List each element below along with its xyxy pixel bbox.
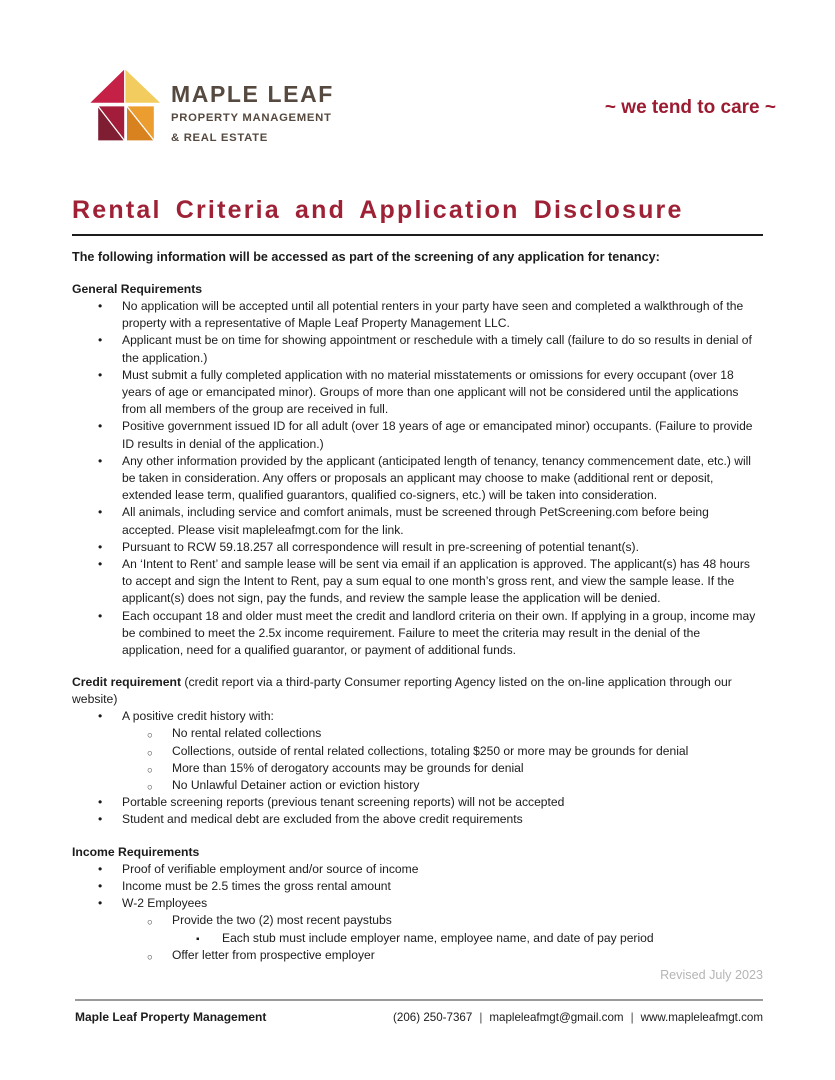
- company-tagline: ~ we tend to care ~: [604, 97, 776, 118]
- bullet-list: [72, 861, 763, 964]
- logo-subtitle-line1: PROPERTY MANAGEMENT: [171, 112, 332, 124]
- bullet-list: [72, 298, 763, 659]
- list-item: • Proof of verifiable employment and/or source of income: [72, 861, 763, 878]
- list-item: • W-2 Employees: [72, 895, 763, 912]
- list-item: • Each occupant 18 and older must meet the credit and landlord criteria on their own. If applying in a group, income may be combined to meet the 2.5x income requirement. Failure to meet the criteria may result in the denial of the application, need for a qualified guarantor, or payment of additional funds.: [72, 608, 763, 660]
- section-heading: Credit requirement (credit report via a third-party Consumer reporting Agency listed on the on-line application through our website): [72, 675, 732, 707]
- document-sections: [72, 281, 763, 964]
- list-item: • Pursuant to RCW 59.18.257 all correspondence will result in pre-screening of potential tenant(s).: [72, 539, 763, 556]
- footer-separator: |: [479, 1011, 483, 1024]
- list-item: ○ Provide the two (2) most recent paystubs: [72, 912, 763, 929]
- footer-email: mapleleafmgt@gmail.com: [489, 1011, 624, 1024]
- section: [72, 844, 763, 964]
- list-item: • An ‘Intent to Rent’ and sample lease will be sent via email if an application is approved. The applicant(s) has 48 hours to accept and sign the Intent to Rent, pay a sum equal to one month’s gross rent, and view the sample lease. If the applicant(s) does not sign, pay the funds, and review the sample lease the application will be denied.: [72, 556, 763, 608]
- list-item: ○ No Unlawful Detainer action or eviction history: [72, 777, 763, 794]
- footer-phone: (206) 250-7367: [393, 1011, 473, 1024]
- list-item: • Applicant must be on time for showing appointment or reschedule with a timely call (failure to do so results in denial of the application.): [72, 332, 763, 366]
- list-item: ▪ Each stub must include employer name, employee name, and date of pay period: [72, 930, 763, 947]
- list-item: • Positive government issued ID for all adult (over 18 years of age or emancipated minor) occupants. (Failure to provide ID results in denial of the application.): [72, 418, 763, 452]
- maple-leaf-house-logo-icon: [84, 66, 164, 144]
- list-item: • Income must be 2.5 times the gross rental amount: [72, 878, 763, 895]
- page-title: Rental Criteria and Application Disclosure: [72, 196, 684, 224]
- list-item: • Student and medical debt are excluded from the above credit requirements: [72, 811, 763, 828]
- logo-wordmark: [171, 83, 334, 145]
- list-item: • Must submit a fully completed application with no material misstatements or omissions for every occupant (over 18 years of age or emancipated minor). Groups of more than one applicant will not be considered until the applications from all members of the group are received in full.: [72, 367, 763, 419]
- list-item: • Portable screening reports (previous tenant screening reports) will not be accepted: [72, 794, 763, 811]
- logo-subtitle-line2: & REAL ESTATE: [171, 131, 268, 144]
- list-item: ○ Collections, outside of rental related collections, totaling $250 or more may be grounds for denial: [72, 743, 763, 760]
- list-item: • All animals, including service and comfort animals, must be screened through PetScreening.com before being accepted. Please visit mapleleafmgt.com for the link.: [72, 504, 763, 538]
- revised-date-note: Revised July 2023: [660, 967, 763, 982]
- section-heading: General Requirements: [72, 282, 203, 296]
- section: [72, 674, 763, 828]
- list-item: • No application will be accepted until all potential renters in your party have seen and completed a walkthrough of the property with a representative of Maple Leaf Property Management LLC.: [72, 298, 763, 332]
- page-footer: [75, 999, 763, 1024]
- list-item: ○ No rental related collections: [72, 725, 763, 742]
- section: [72, 281, 763, 659]
- footer-website: www.mapleleafmgt.com: [640, 1011, 763, 1024]
- footer-contact-info: [393, 1011, 763, 1024]
- footer-company-name: Maple Leaf Property Management: [75, 1010, 267, 1024]
- intro-statement: The following information will be accessed as part of the screening of any application for tenancy:: [72, 250, 660, 264]
- logo-company-name: MAPLE LEAF: [171, 81, 334, 107]
- section-heading: Income Requirements: [72, 844, 200, 859]
- list-item: • Any other information provided by the applicant (anticipated length of tenancy, tenancy commencement date, etc.) will be taken in consideration. Any offers or proposals an applicant may choose to make (additional rent or deposit, extended lease term, qualified guarantors, qualified co-signers, etc.) will be taken into consideration.: [72, 453, 763, 505]
- list-item: ○ Offer letter from prospective employer: [72, 947, 763, 964]
- list-item: ○ More than 15% of derogatory accounts may be grounds for denial: [72, 760, 763, 777]
- footer-separator: |: [630, 1011, 634, 1024]
- title-divider: [72, 234, 763, 236]
- list-item: • A positive credit history with:: [72, 708, 763, 725]
- bullet-list: [72, 708, 763, 828]
- document-content: [72, 196, 763, 982]
